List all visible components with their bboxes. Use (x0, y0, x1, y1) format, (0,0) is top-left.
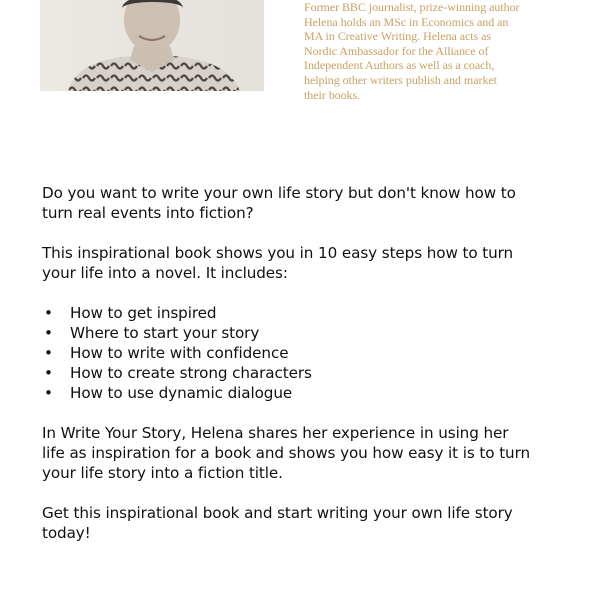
bio-line: their books. (304, 87, 361, 102)
list-item (42, 323, 582, 343)
list-item-text: Where to start your story (70, 324, 260, 342)
text-line: This inspirational book shows you in 10 easy steps how to turn (42, 244, 514, 262)
intro-paragraph (42, 183, 582, 223)
bio-line: Nordic Ambassador for the Alliance of (304, 43, 489, 58)
bullet-icon: • (44, 364, 53, 382)
text-line: today! (42, 524, 91, 542)
text-line: life as inspiration for a book and shows you how easy it is to turn (42, 444, 530, 462)
bio-line: Helena holds an MSc in Economics and an (304, 14, 509, 29)
call-to-action-paragraph (42, 503, 582, 543)
bullet-list (42, 303, 582, 403)
text-line: your life into a novel. It includes: (42, 264, 288, 282)
bio-line: helping other writers publish and market (304, 72, 497, 87)
author-bio (304, 0, 566, 102)
list-item (42, 363, 582, 383)
author-portrait-image (40, 0, 264, 91)
closing-paragraph (42, 423, 582, 483)
bullet-icon: • (44, 344, 53, 362)
text-line: Get this inspirational book and start writing your own life story (42, 504, 513, 522)
author-photo (40, 0, 264, 91)
book-description (42, 183, 582, 563)
list-item-text: How to use dynamic dialogue (70, 384, 293, 402)
list-item (42, 343, 582, 363)
bullet-icon: • (44, 304, 53, 322)
list-item-text: How to create strong characters (70, 364, 312, 382)
bullet-icon: • (44, 384, 53, 402)
bio-line: Independent Authors as well as a coach, (304, 58, 495, 73)
text-line: Do you want to write your own life story but don't know how to (42, 184, 516, 202)
list-item-text: How to write with confidence (70, 344, 289, 362)
description-paragraph (42, 243, 582, 283)
list-item-text: How to get inspired (70, 304, 217, 322)
text-line: turn real events into fiction? (42, 204, 254, 222)
text-line: your life story into a fiction title. (42, 464, 283, 482)
bullet-icon: • (44, 324, 53, 342)
bio-line: Former BBC journalist, prize-winning author (304, 0, 520, 14)
list-item (42, 383, 582, 403)
bio-line: MA in Creative Writing. Helena acts as (304, 29, 492, 44)
list-item (42, 303, 582, 323)
text-line: In Write Your Story, Helena shares her experience in using her (42, 424, 509, 442)
